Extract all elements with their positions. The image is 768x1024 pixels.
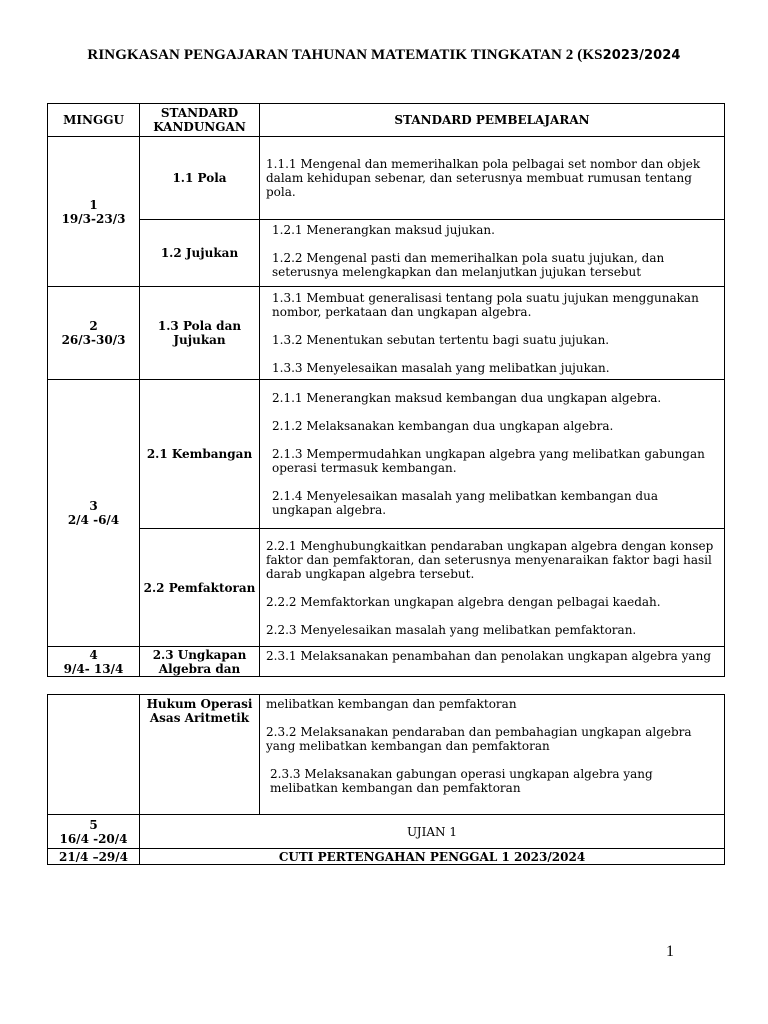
table-row <box>48 815 725 849</box>
pembelajaran-2-3-continued: melibatkan kembangan dan pemfaktoran 2.3.2 Melaksanakan pendaraban dan pembahagian ungkapan algebra yang melibatkan kembangan dan pemfaktoran 2.3.3 Melaksanakan gabungan operasi ungkapan algebra yang melibatkan kembangan dan pemfaktoran <box>260 695 725 815</box>
week-2-cell: 2 26/3-30/3 <box>48 287 140 380</box>
table-row <box>48 529 725 647</box>
kandungan-1-1: 1.1 Pola <box>140 137 260 220</box>
table-row <box>48 220 725 287</box>
header-standard-pembelajaran: STANDARD PEMBELAJARAN <box>260 104 725 137</box>
cuti-cell: CUTI PERTENGAHAN PENGGAL 1 2023/2024 <box>140 849 725 865</box>
table-row <box>48 380 725 529</box>
week-1-cell: 1 19/3-23/3 <box>48 137 140 287</box>
schedule-table-part-1 <box>47 103 725 677</box>
table-row <box>48 695 725 815</box>
pembelajaran-1-1: 1.1.1 Mengenal dan memerihalkan pola pelbagai set nombor dan objek dalam kehidupan sebenar, dan seterusnya membuat rumusan tentang pola. <box>260 137 725 220</box>
table-row <box>48 647 725 677</box>
kandungan-2-1: 2.1 Kembangan <box>140 380 260 529</box>
header-standard-kandungan: STANDARD KANDUNGAN <box>140 104 260 137</box>
week-4-continued-cell <box>48 695 140 815</box>
pembelajaran-2-1: 2.1.1 Menerangkan maksud kembangan dua ungkapan algebra. 2.1.2 Melaksanakan kembangan dua ungkapan algebra. 2.1.3 Mempermudahkan ungkapan algebra yang melibatkan gabungan operasi termasuk kembangan. 2.1.4 Menyelesaikan masalah yang melibatkan kembangan dua ungkapan algebra. <box>260 380 725 529</box>
header-minggu: MINGGU <box>48 104 140 137</box>
week-6-cell: 21/4 –29/4 <box>48 849 140 865</box>
kandungan-1-3: 1.3 Pola dan Jujukan <box>140 287 260 380</box>
pembelajaran-2-3-1-part-1: 2.3.1 Melaksanakan penambahan dan penolakan ungkapan algebra yang <box>260 647 725 677</box>
ujian-cell: UJIAN 1 <box>140 815 725 849</box>
week-4-cell: 4 9/4- 13/4 <box>48 647 140 677</box>
week-3-cell: 3 2/4 -6/4 <box>48 380 140 647</box>
kandungan-2-3-part-2: Hukum Operasi Asas Aritmetik <box>140 695 260 815</box>
table-row <box>48 137 725 220</box>
page-title: RINGKASAN PENGAJARAN TAHUNAN MATEMATIK TINGKATAN 2 (KS2023/2024 <box>87 47 681 63</box>
week-5-cell: 5 16/4 -20/4 <box>48 815 140 849</box>
pembelajaran-2-2: 2.2.1 Menghubungkaitkan pendaraban ungkapan algebra dengan konsep faktor dan pemfaktoran, dan seterusnya menyenaraikan faktor bagi hasil darab ungkapan algebra tersebut. 2.2.2 Memfaktorkan ungkapan algebra dengan pelbagai kaedah. 2.2.3 Menyelesaikan masalah yang melibatkan pemfaktoran. <box>260 529 725 647</box>
header-row <box>48 104 725 137</box>
kandungan-2-2: 2.2 Pemfaktoran <box>140 529 260 647</box>
table-row <box>48 287 725 380</box>
pembelajaran-1-2: 1.2.1 Menerangkan maksud jujukan. 1.2.2 Mengenal pasti dan memerihalkan pola suatu jujukan, dan seterusnya melengkapkan dan melanjutkan jujukan tersebut <box>260 220 725 287</box>
pembelajaran-1-3: 1.3.1 Membuat generalisasi tentang pola suatu jujukan menggunakan nombor, perkataan dan ungkapan algebra. 1.3.2 Menentukan sebutan tertentu bagi suatu jujukan. 1.3.3 Menyelesaikan masalah yang melibatkan jujukan. <box>260 287 725 380</box>
kandungan-1-2: 1.2 Jujukan <box>140 220 260 287</box>
schedule-table-part-2 <box>47 694 725 865</box>
table-row <box>48 849 725 865</box>
page-number: 1 <box>666 943 674 960</box>
kandungan-2-3-part-1: 2.3 Ungkapan Algebra dan <box>140 647 260 677</box>
